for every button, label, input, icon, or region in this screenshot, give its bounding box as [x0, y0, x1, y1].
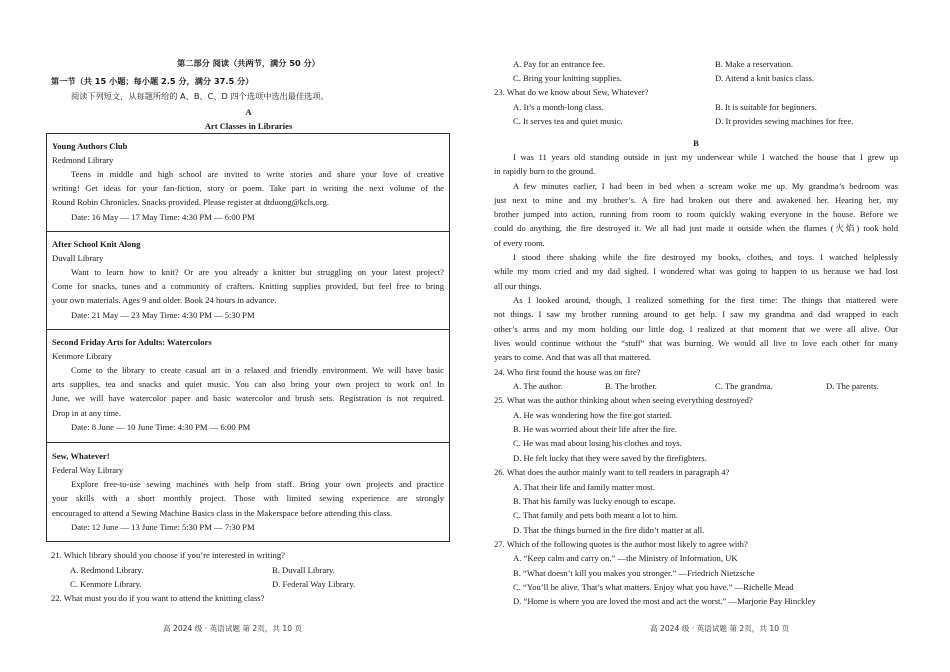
passage-b-line: in rapidly burn to the ground. [494, 166, 596, 176]
question-21-option-d: D. Federal Way Library. [272, 579, 356, 589]
club-name: Second Friday Arts for Adults: Watercolors [52, 337, 212, 347]
passage-b-line: I stood there shaking while the fire destroyed my books, clothes, and toys. I watched helplessly [513, 252, 898, 262]
question-24-option-b: B. The brother. [605, 381, 657, 391]
club-text-line: June, we will have watercolor paper and basic watercolor and brush sets. Registration is not required. [52, 393, 444, 403]
question-21-option-b: B. Duvall Library. [272, 565, 335, 575]
club-text-line: Come to the library to create casual art in a relaxed and friendly environment. We will have basic [71, 365, 444, 375]
passage-b-line: years to come. And that was all that mattered. [494, 352, 652, 362]
question-22-option-d: D. Attend a knit basics class. [715, 73, 815, 83]
club-name: After School Knit Along [52, 239, 141, 249]
question-22-option-b: B. Make a reservation. [715, 59, 794, 69]
question-22-option-c: C. Bring your knitting supplies. [513, 73, 622, 83]
club-text-line: your skills with a short monthly project. Those with limited sewing experience are strongly [52, 493, 444, 503]
passage-b-line: while my mom cried and my dad sighed. I wondered what was going to happen to us because we had lost [494, 266, 898, 276]
passage-b-line: I was 11 years old standing outside in just my underwear while I watched the house that I grew up [513, 152, 898, 162]
passage-b-line: of every room. [494, 238, 545, 248]
passage-b-line: all our things. [494, 281, 542, 291]
question-22-stem: 22. What must you do if you want to attend the knitting class? [51, 593, 265, 603]
question-27-option-c: C. “You’ll be alive. That’s what matters. Enjoy what you have.” —Richelle Mead [513, 582, 794, 592]
club-text-line: Want to learn how to knit? Or are you already a knitter but struggling on your latest project? [71, 267, 444, 277]
question-27-option-b: B. “What doesn’t kill you makes you stronger.” —Friedrich Nietzsche [513, 568, 755, 578]
club-text-line: Explore free-to-use sewing machines with help from staff. Bring your own projects and practice [71, 479, 444, 489]
club-box-knit-along [46, 231, 450, 330]
page-footer-left: 高 2024 级 · 英语试题 第 2页，共 10 页 [163, 624, 303, 633]
club-text-line: your own materials. Ages 9 and older. Book 24 hours in advance. [52, 295, 277, 305]
club-name: Young Authors Club [52, 141, 128, 151]
club-text-line: Round Robin Chronicles. Snacks provided. Please register at dtduong@kcls.org. [52, 197, 329, 207]
question-25-option-d: D. He felt lucky that they were saved by the firefighters. [513, 453, 707, 463]
question-26-option-c: C. That family and pets both meant a lot to him. [513, 510, 679, 520]
question-26-option-d: D. That the things burned in the fire didn’t matter at all. [513, 525, 705, 535]
question-23-option-a: A. It’s a month-long class. [513, 102, 604, 112]
question-26-stem: 26. What does the author mainly want to tell readers in paragraph 4? [494, 467, 730, 477]
passage-b-line: As I looked around, though, I realized something for the first time: The things that mattered were [513, 295, 898, 305]
question-21-option-c: C. Kenmore Library. [70, 579, 142, 589]
question-24-option-c: C. The grandma. [715, 381, 773, 391]
question-25-option-a: A. He was wondering how the fire got started. [513, 410, 672, 420]
instruction: 阅读下列短文，从每题所给的 A、B、C、D 四个选项中选出最佳选项。 [71, 91, 329, 101]
club-text-line: Teens in middle and high school are invited to write stories and share your love of creative [71, 169, 444, 179]
club-library: Kenmore Library [52, 351, 112, 361]
club-text-line: encouraged to attend a Sewing Machine Basics class in the Makerspace before attending this class. [52, 508, 393, 518]
part-title: 第二部分 阅读（共两节，满分 50 分） [177, 58, 320, 68]
passage-b-line: brother jumped into action, running from room to room quickly waking everyone in the house. Before we [494, 209, 898, 219]
club-box-young-authors [46, 133, 450, 232]
club-text-line: Come for snacks, tunes and a community of crafters. Knitting supplies provided, but feel free to bring [52, 281, 444, 291]
club-library: Duvall Library [52, 253, 104, 263]
question-23-stem: 23. What do we know about Sew, Whatever? [494, 87, 649, 97]
passage-a-title: Art Classes in Libraries [204, 121, 293, 131]
page-footer-right: 高 2024 级 · 英语试题 第 2页，共 10 页 [650, 624, 790, 633]
passage-b-line: lives would continue without the “stuff” that was burning. We would all live to love each other for many [494, 338, 898, 348]
question-23-option-d: D. It provides sewing machines for free. [715, 116, 854, 126]
question-26-option-a: A. That their life and family matter most. [513, 482, 655, 492]
passage-a-letter: A [245, 107, 252, 117]
question-26-option-b: B. That his family was lucky enough to escape. [513, 496, 676, 506]
passage-b-line: just next to mine and my brother’s. A fire had broken out there and awakened her. Hearing her, my [494, 195, 898, 205]
club-text-line: writing! Get ideas for your fan-fiction, story or poem. Take part in writing the next volume of the [52, 183, 444, 193]
club-library: Redmond Library [52, 155, 114, 165]
club-text-line: Drop in at any time. [52, 408, 121, 418]
club-box-sew-whatever [46, 442, 450, 542]
question-24-stem: 24. Who first found the house was on fire? [494, 367, 641, 377]
question-21-stem: 21. Which library should you choose if you’re interested in writing? [51, 550, 285, 560]
question-27-stem: 27. Which of the following quotes is the author most likely to agree with? [494, 539, 748, 549]
club-library: Federal Way Library [52, 465, 124, 475]
passage-b-line: could do anything, the fire destroyed it. We all had just made it outside when the flames (火焰) took hold [494, 223, 898, 233]
section-title: 第一节（共 15 小题；每小题 2.5 分，满分 37.5 分） [51, 76, 254, 86]
question-25-stem: 25. What was the author thinking about when seeing everything destroyed? [494, 395, 753, 405]
club-date: Date: 12 June — 13 June Time: 5:30 PM — 7:30 PM [71, 522, 255, 532]
passage-b-line: A few minutes earlier, I had been in bed when a scream woke me up. My grandma’s bedroom was [513, 181, 898, 191]
club-date: Date: 21 May — 23 May Time: 4:30 PM — 5:30 PM [71, 310, 255, 320]
question-25-option-c: C. He was mad about losing his clothes and toys. [513, 438, 682, 448]
passage-b-line: other’s arms and my mom holding our little dog. I realized at that moment that we were all alive. Our [494, 324, 898, 334]
club-box-watercolors [46, 329, 450, 443]
club-date: Date: 16 May — 17 May Time: 4:30 PM — 6:00 PM [71, 212, 255, 222]
question-27-option-a: A. “Keep calm and carry on.” —the Ministry of Information, UK [513, 553, 738, 563]
club-text-line: arts supplies, tea and snacks and quiet music. You can also bring your own project to work on! In [52, 379, 444, 389]
passage-b-letter: B [693, 138, 699, 148]
question-24-option-d: D. The parents. [826, 381, 879, 391]
club-date: Date: 8 June — 10 June Time: 4:30 PM — 6:00 PM [71, 422, 251, 432]
question-27-option-d: D. “Home is where you are loved the most and act the worst.” —Marjorie Pay Hinckley [513, 596, 816, 606]
club-name: Sew, Whatever! [52, 451, 110, 461]
passage-b-line: not things. I saw my brother running around to get help. I saw my grandma and dad wrapped in each [494, 309, 898, 319]
question-21-option-a: A. Redmond Library. [70, 565, 144, 575]
question-22-option-a: A. Pay for an entrance fee. [513, 59, 605, 69]
question-23-option-c: C. It serves tea and quiet music. [513, 116, 623, 126]
question-24-option-a: A. The author. [513, 381, 563, 391]
question-23-option-b: B. It is suitable for beginners. [715, 102, 817, 112]
question-25-option-b: B. He was worried about their life after the fire. [513, 424, 677, 434]
